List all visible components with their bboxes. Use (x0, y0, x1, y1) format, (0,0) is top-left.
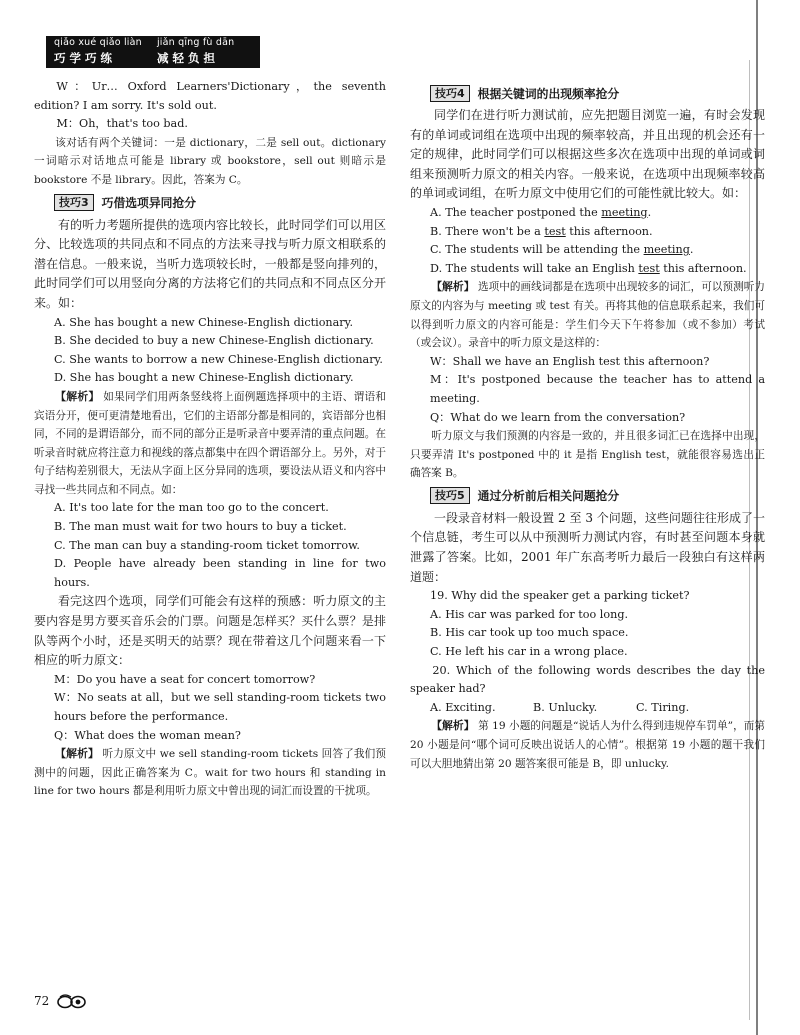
option-line: A. His car was parked for too long. (430, 607, 629, 621)
analysis-text: 听力原文中 we sell standing-room tickets 回答了我们预测中的问题，因此正确答案为 C。wait for two hours 和 standing in line for two hours 都是利用听力原文中曾出现的词汇而设置的干扰项。 (34, 748, 386, 798)
option-text: C. The students will be attending the (430, 243, 644, 257)
body-paragraph: 看完这四个选项，同学们可能会有这样的预感：听力原文的主要内容是男方要买音乐会的门票。问题是怎样买？买什么票？是排队等两个小时，还是买明天的站票？现在带着这几个问题来看一下相应的听力原文： (34, 594, 386, 668)
choice: C. Tiring. (636, 700, 690, 714)
option-line: B. The man must wait for two hours to buy a ticket. (54, 520, 347, 534)
analysis-tag: 【解析】 (55, 747, 99, 761)
page-number: 72 (34, 994, 50, 1008)
question-line: 20. Which of the following words describes the day the speaker had? (410, 663, 765, 696)
dialog-line: M：It's postponed because the teacher has to attend a meeting. (430, 373, 765, 405)
underlined-keyword: meeting (601, 205, 648, 219)
option-line: D. People have already been standing in line for two hours. (54, 557, 386, 589)
option-line (410, 260, 765, 279)
dialog-line: Q：What does the woman mean? (54, 728, 241, 742)
body-paragraph: 听力原文与我们预测的内容是一致的，并且很多词汇已在选择中出现，只要弄清 It's postponed 中的 it 是指 English test，就能很容易选出正确答案 B。 (410, 430, 765, 480)
dialog-line: W：No seats at all，but we sell standing-room tickets two hours before the performance. (54, 691, 386, 723)
dialog-line: W：Ur… Oxford Learners'Dictionary，the seventh edition? I am sorry. It's sold out. (34, 80, 386, 112)
option-text: this afternoon. (659, 261, 747, 275)
dialog-line: W：Shall we have an English test this afternoon? (430, 354, 710, 368)
choice-row (410, 699, 765, 718)
tip-title: 通过分析前后相关问题抢分 (477, 489, 620, 504)
option-text: this afternoon. (565, 224, 653, 238)
analysis-tag: 【解析】 (55, 389, 100, 403)
underlined-keyword: test (544, 224, 566, 238)
underlined-keyword: test (638, 261, 660, 275)
option-text: A. The teacher postponed the (430, 205, 602, 219)
section-heading-tip5 (430, 486, 765, 506)
left-column (34, 78, 386, 801)
section-heading-tip3 (54, 193, 386, 213)
header-pinyin-left: qiǎo xué qiǎo liàn (54, 37, 142, 48)
analysis-text: 选项中的画线词都是在选项中出现较多的词汇，可以预测听力原文的内容为与 meeting 或 test 有关。再将其他的信息联系起来，我们可以得到听力原文的内容可能是：学生们今天下午将参加（或不参加）考试（或会议）。录音中的听力原文是这样的： (410, 281, 766, 350)
tip-title: 根据关键词的出现频率抢分 (477, 86, 620, 101)
choice: A. Exciting. (430, 700, 496, 714)
option-text: . (647, 205, 652, 219)
analysis-tag: 【解析】 (431, 280, 475, 294)
body-paragraph: 有的听力考题所提供的选项内容比较长，此时同学们可以用区分、比较选项的共同点和不同点的方法来寻找与听力原文相联系的潜在信息。一般来说，当听力选项较长时，一般都是竖向排列的，此时同学们可以用竖向分离的方法将它们的共同点和不同点区分开来。如： (34, 217, 386, 310)
header-title-left: 巧学巧练 (54, 51, 116, 65)
option-line: A. She has bought a new Chinese-English dictionary. (54, 315, 354, 329)
body-paragraph: 同学们在进行听力测试前，应先把题目浏览一遍，有时会发现有的单词或词组在选项中出现的频率较高，并且出现的机会还有一定的规律，此时同学们可以根据这些多次在选项中出现的单词或词组来预测听力原文的相关内容。一般来说，在选项中出现频率较高的单词或词组，在听力原文中使用它们的可能性就比较大。如： (410, 108, 765, 201)
analysis-paragraph (410, 278, 765, 352)
section-heading-tip4 (430, 83, 765, 103)
publisher-logo-icon (57, 993, 87, 1009)
option-line (410, 223, 765, 242)
analysis-text: 第 19 小题的问题是“说话人为什么得到违规停车罚单”，而第 20 小题是问“哪个词可反映出说话人的心情”。根据第 19 小题的题干我们可以大胆地猜出第 20 题答案很可能是 B，即 unlucky. (410, 720, 766, 770)
option-line (410, 204, 765, 223)
option-line: B. She decided to buy a new Chinese-English dictionary. (54, 334, 374, 348)
analysis-text: 如果同学们用两条竖线将上面例题选择项中的主语、谓语和宾语分开，便可更清楚地看出，它们的主语部分都是相同的，宾语部分也相同，不同的是谓语部分，而不同的部分正是听录音中要弄清的重点问题。在听录音时就应将注意力和视线的落点都集中在四个谓语部分上。另外，对于句子结构差别很大，无法从字面上区分异同的选项，要设法从语义和内容中寻找一些共同点和不同点。如： (34, 390, 387, 496)
option-text: . (689, 243, 694, 257)
choice: B. Unlucky. (533, 700, 598, 714)
option-line: C. The man can buy a standing-room ticket tomorrow. (54, 538, 360, 552)
option-line: A. It's too late for the man too go to the concert. (54, 501, 329, 515)
tip-badge: 技巧5 (430, 487, 470, 504)
underlined-keyword: meeting (643, 243, 690, 257)
option-line: B. His car took up too much space. (430, 626, 629, 640)
option-line: D. She has bought a new Chinese-English dictionary. (54, 371, 354, 385)
option-line: C. He left his car in a wrong place. (430, 645, 628, 659)
question-line: 19. Why did the speaker get a parking ticket? (430, 589, 690, 603)
analysis-paragraph (410, 717, 765, 773)
option-line (410, 241, 765, 260)
dialog-line: M：Oh，that's too bad. (56, 117, 188, 131)
right-column (410, 80, 765, 773)
tip-badge: 技巧3 (54, 194, 94, 211)
header-title-right: 减轻负担 (156, 51, 219, 65)
analysis-paragraph (34, 745, 386, 801)
option-line: C. She wants to borrow a new Chinese-English dictionary. (54, 352, 383, 366)
option-text: D. The students will take an English (430, 261, 639, 275)
body-paragraph: 一段录音材料一般设置 2 至 3 个问题，这些问题往往形成了一个信息链，考生可以从中预测听力测试内容，有时甚至问题本身就泄露了答案。比如，2001 年广东高考听力最后一段独白有这样两道题： (410, 510, 765, 584)
tip-title: 巧借选项异同抢分 (101, 196, 197, 211)
tip-badge: 技巧4 (430, 85, 470, 102)
dialog-line: Q：What do we learn from the conversation? (430, 410, 686, 424)
analysis-paragraph (34, 388, 386, 500)
analysis-paragraph: 该对话有两个关键词：一是 dictionary，二是 sell out。dictionary 一词暗示对话地点可能是 library 或 bookstore，sell out 则暗示是 bookstore 不是 library。因此，答案为 C。 (34, 136, 386, 186)
option-text: B. There won't be a (430, 224, 545, 238)
dialog-line: M：Do you have a seat for concert tomorrow? (54, 672, 316, 686)
analysis-tag: 【解析】 (431, 719, 475, 733)
running-header (46, 36, 260, 68)
page-footer (34, 993, 87, 1009)
header-pinyin-right: jiǎn qīng fù dān (156, 37, 235, 48)
